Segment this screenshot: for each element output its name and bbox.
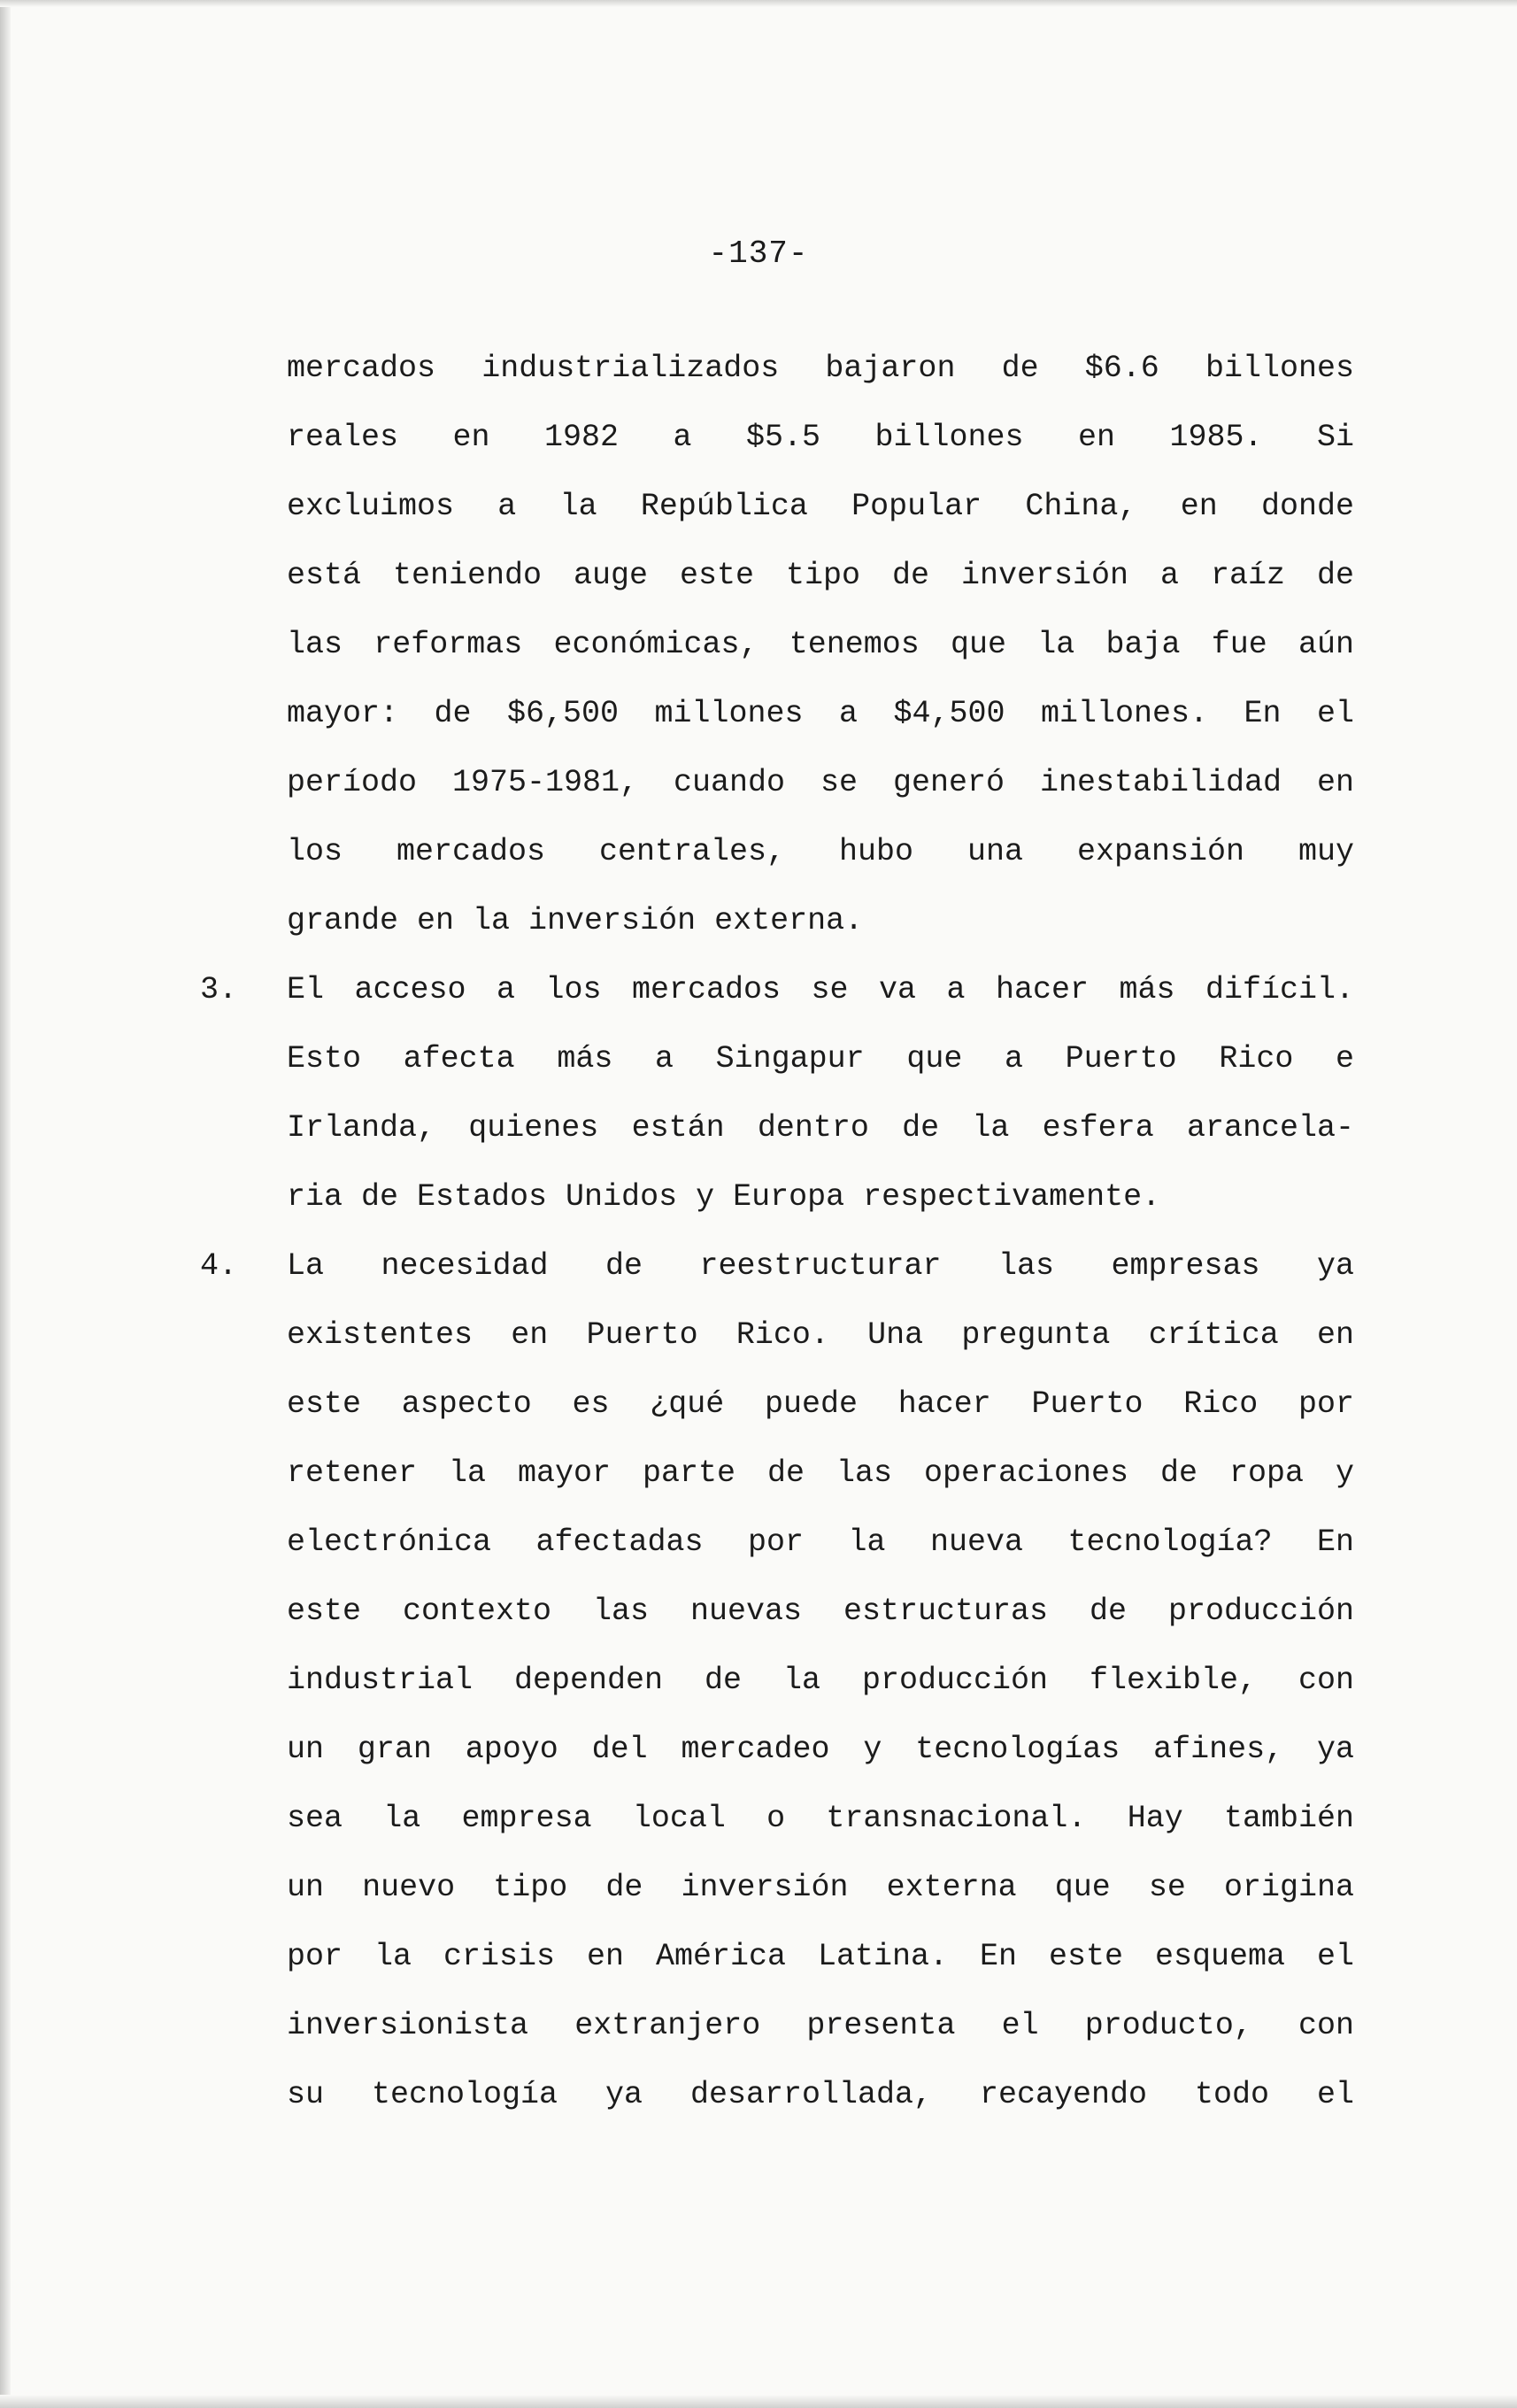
text-line: sea la empresa local o transnacional. Hay también <box>287 1801 1354 1836</box>
page-number: -137- <box>708 235 809 272</box>
text-line: un nuevo tipo de inversión externa que se origina <box>287 1870 1354 1905</box>
text-line: período 1975-1981, cuando se generó inestabilidad en <box>287 765 1354 800</box>
text-line: inversionista extranjero presenta el producto, con <box>287 2008 1354 2043</box>
text-line: su tecnología ya desarrollada, recayendo todo el <box>287 2077 1354 2112</box>
text-line: mercados industrializados bajaron de $6.6 billones <box>287 351 1354 386</box>
text-line: Irlanda, quienes están dentro de la esfera arancela- <box>287 1110 1354 1146</box>
list-item-3 <box>287 955 1354 1231</box>
text-line: excluimos a la República Popular China, en donde <box>287 489 1354 524</box>
scan-edge-bottom <box>0 2395 1517 2408</box>
text-line: las reformas económicas, tenemos que la baja fue aún <box>287 627 1354 662</box>
scan-edge-top <box>0 0 1517 7</box>
paragraph-intro <box>287 334 1354 955</box>
text-line: está teniendo auge este tipo de inversión a raíz de <box>287 558 1354 593</box>
text-line: ria de Estados Unidos y Europa respectivamente. <box>287 1179 1161 1215</box>
text-line: Esto afecta más a Singapur que a Puerto Rico e <box>287 1041 1354 1077</box>
list-item-4 <box>287 1231 1354 2129</box>
list-item-number: 3. <box>200 972 238 1007</box>
text-line: este contexto las nuevas estructuras de producción <box>287 1594 1354 1629</box>
text-line: industrial dependen de la producción flexible, con <box>287 1663 1354 1698</box>
text-line: La necesidad de reestructurar las empresas ya <box>287 1248 1354 1284</box>
text-line: este aspecto es ¿qué puede hacer Puerto Rico por <box>287 1386 1354 1422</box>
list-item-number: 4. <box>200 1248 238 1284</box>
text-line: El acceso a los mercados se va a hacer más difícil. <box>287 972 1354 1007</box>
text-line: reales en 1982 a $5.5 billones en 1985. Si <box>287 420 1354 455</box>
text-line: los mercados centrales, hubo una expansión muy <box>287 834 1354 869</box>
text-line: mayor: de $6,500 millones a $4,500 millones. En el <box>287 696 1354 731</box>
text-line: electrónica afectadas por la nueva tecnología? En <box>287 1524 1354 1560</box>
text-line: existentes en Puerto Rico. Una pregunta crítica en <box>287 1317 1354 1353</box>
text-line: por la crisis en América Latina. En este esquema el <box>287 1939 1354 1974</box>
text-line: grande en la inversión externa. <box>287 903 864 938</box>
text-line: un gran apoyo del mercadeo y tecnologías afines, ya <box>287 1732 1354 1767</box>
text-line: retener la mayor parte de las operaciones de ropa y <box>287 1455 1354 1491</box>
scan-edge-left <box>0 0 11 2408</box>
